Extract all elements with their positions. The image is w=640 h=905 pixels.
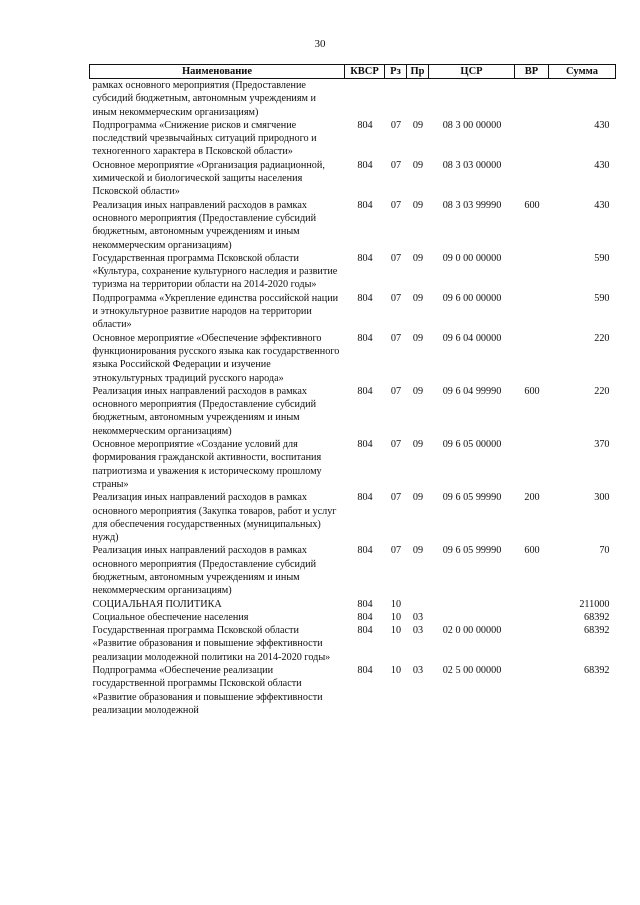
cell-kvsr: 804 [357, 292, 373, 304]
cell-name: Основное мероприятие «Организация радиационной, химической и биологической защиты населения Псковской области» [92, 159, 325, 198]
cell-rz: 07 [390, 492, 402, 504]
cell-csr: 09 6 05 99990 [442, 545, 502, 557]
cell-csr: 09 6 00 00000 [442, 292, 502, 304]
cell-vr: 200 [524, 492, 540, 504]
cell-vr [515, 252, 549, 292]
cell-vr [515, 119, 549, 159]
cell-vr [515, 159, 549, 199]
cell-vr: 600 [524, 385, 540, 397]
cell-csr: 09 6 04 99990 [442, 385, 502, 397]
table-row [90, 79, 616, 119]
budget-table [89, 64, 616, 717]
cell-kvsr: 804 [357, 611, 373, 623]
cell-pr: 09 [412, 252, 424, 264]
cell-vr: 600 [524, 545, 540, 557]
cell-vr [515, 438, 549, 491]
table-row [90, 252, 616, 292]
table-row [90, 199, 616, 252]
cell-name: Реализация иных направлений расходов в рамках основного мероприятия (Закупка товаров, работ и услуг для обеспечения государственных (муниципальных) нужд) [92, 492, 337, 544]
table-row [90, 385, 616, 438]
cell-sum: 590 [594, 292, 610, 304]
cell-rz: 10 [390, 665, 402, 677]
table-row [90, 624, 616, 664]
header-name: Наименование [90, 65, 345, 79]
cell-rz: 07 [390, 385, 402, 397]
cell-pr: 09 [412, 439, 424, 451]
cell-sum: 300 [594, 492, 610, 504]
cell-name: Государственная программа Псковской области «Культура, сохранение культурного наследия и развитие туризма на территории области на 2014-2020 годы» [92, 252, 338, 291]
cell-kvsr: 804 [357, 252, 373, 264]
header-csr: ЦСР [429, 65, 515, 79]
header-kvsr: КВСР [345, 65, 385, 79]
cell-csr: 09 6 04 00000 [442, 332, 502, 344]
cell-sum: 211000 [579, 598, 610, 610]
cell-sum [549, 79, 616, 119]
cell-csr: 09 0 00 00000 [442, 252, 502, 264]
cell-rz: 07 [390, 199, 402, 211]
cell-kvsr: 804 [357, 385, 373, 397]
cell-rz: 07 [390, 332, 402, 344]
cell-csr: 08 3 00 00000 [442, 119, 502, 131]
cell-pr: 09 [412, 292, 424, 304]
table-row [90, 664, 616, 717]
cell-rz [385, 79, 407, 119]
cell-kvsr: 804 [357, 159, 373, 171]
cell-sum: 430 [594, 199, 610, 211]
cell-kvsr: 804 [357, 439, 373, 451]
cell-name: Реализация иных направлений расходов в рамках основного мероприятия (Предоставление субсидий бюджетным, автономным учреждениям и иным некоммерческим организациям) [92, 385, 317, 437]
cell-csr: 02 0 00 00000 [442, 625, 502, 637]
cell-pr: 09 [412, 332, 424, 344]
cell-name: Основное мероприятие «Обеспечение эффективного функционирования русского языка как государственного языка Российской Федерации и изучение этнокультурных традиций русского народа» [92, 332, 340, 384]
cell-name: Основное мероприятие «Создание условий для формирования гражданской активности, воспитания патриотизма и уважения к историческому прошлому страны» [92, 439, 322, 490]
cell-vr [515, 332, 549, 385]
cell-vr [515, 611, 549, 624]
cell-vr [515, 598, 549, 611]
cell-name: рамках основного мероприятия (Предоставление субсидий бюджетным, автономным учреждениям и иным некоммерческим организациям) [92, 80, 317, 118]
cell-name: Социальное обеспечение населения [92, 611, 249, 623]
cell-csr: 02 5 00 00000 [442, 665, 502, 677]
cell-pr: 03 [412, 611, 424, 623]
cell-rz: 07 [390, 292, 402, 304]
header-vr: ВР [515, 65, 549, 79]
table-row [90, 292, 616, 332]
cell-pr: 09 [412, 119, 424, 131]
cell-rz: 10 [390, 625, 402, 637]
cell-name: Государственная программа Псковской области «Развитие образования и повышение эффективности реализации молодежной политики на 2014-2020 годы» [92, 625, 331, 663]
cell-rz: 07 [390, 545, 402, 557]
table-row [90, 544, 616, 597]
cell-sum: 68392 [584, 611, 610, 623]
cell-kvsr [345, 79, 385, 119]
cell-rz: 07 [390, 439, 402, 451]
cell-name: Подпрограмма «Укрепление единства российской нации и этнокультурное развитие народов на территории области» [92, 292, 339, 331]
header-sum: Сумма [549, 65, 616, 79]
table-row [90, 438, 616, 491]
cell-pr: 03 [412, 665, 424, 677]
cell-sum: 70 [599, 545, 610, 557]
cell-kvsr: 804 [357, 598, 373, 610]
cell-rz: 10 [390, 598, 402, 610]
cell-pr: 09 [412, 159, 424, 171]
table-row [90, 332, 616, 385]
cell-pr: 09 [412, 199, 424, 211]
cell-vr: 600 [524, 199, 540, 211]
cell-pr: 09 [412, 385, 424, 397]
cell-sum: 590 [594, 252, 610, 264]
cell-csr: 09 6 05 99990 [442, 492, 502, 504]
cell-kvsr: 804 [357, 199, 373, 211]
cell-rz: 10 [390, 611, 402, 623]
table-row [90, 119, 616, 159]
cell-csr [429, 598, 515, 611]
cell-pr: 09 [412, 545, 424, 557]
cell-sum: 68392 [584, 665, 610, 677]
header-pr: Пр [407, 65, 429, 79]
table-row [90, 491, 616, 544]
cell-kvsr: 804 [357, 545, 373, 557]
cell-sum: 370 [594, 439, 610, 451]
cell-kvsr: 804 [357, 119, 373, 131]
cell-csr: 08 3 03 00000 [442, 159, 502, 171]
cell-kvsr: 804 [357, 332, 373, 344]
cell-vr [515, 292, 549, 332]
cell-name: СОЦИАЛЬНАЯ ПОЛИТИКА [92, 598, 222, 610]
cell-pr [407, 79, 429, 119]
cell-sum: 430 [594, 119, 610, 131]
cell-csr: 08 3 03 99990 [442, 199, 502, 211]
table-header-row [90, 65, 616, 79]
cell-rz: 07 [390, 252, 402, 264]
cell-sum: 220 [594, 385, 610, 397]
cell-name: Реализация иных направлений расходов в рамках основного мероприятия (Предоставление субсидий бюджетным, автономным учреждениям и иным некоммерческим организациям) [92, 199, 317, 251]
table-body [90, 79, 616, 718]
table-row [90, 159, 616, 199]
cell-name: Подпрограмма «Снижение рисков и смягчение последствий чрезвычайных ситуаций природного и техногенного характера в Псковской области» [92, 119, 317, 158]
cell-rz: 07 [390, 119, 402, 131]
cell-sum: 68392 [584, 625, 610, 637]
cell-kvsr: 804 [357, 665, 373, 677]
cell-vr [515, 624, 549, 664]
cell-vr [515, 79, 549, 119]
table-row [90, 611, 616, 624]
cell-pr: 03 [412, 625, 424, 637]
table-row [90, 598, 616, 611]
cell-csr [429, 79, 515, 119]
cell-csr [429, 611, 515, 624]
header-rz: Рз [385, 65, 407, 79]
cell-pr [407, 598, 429, 611]
cell-rz: 07 [390, 159, 402, 171]
cell-vr [515, 664, 549, 717]
cell-pr: 09 [412, 492, 424, 504]
cell-kvsr: 804 [357, 625, 373, 637]
cell-name: Реализация иных направлений расходов в рамках основного мероприятия (Предоставление субсидий бюджетным, автономным учреждениям и иным некоммерческим организациям) [92, 545, 317, 597]
cell-kvsr: 804 [357, 492, 373, 504]
cell-sum: 430 [594, 159, 610, 171]
cell-name: Подпрограмма «Обеспечение реализации государственной программы Псковской области «Развитие образования и повышение эффективности реализации молодежной [92, 665, 323, 716]
page-number: 30 [314, 38, 326, 50]
cell-sum: 220 [594, 332, 610, 344]
cell-csr: 09 6 05 00000 [442, 439, 502, 451]
